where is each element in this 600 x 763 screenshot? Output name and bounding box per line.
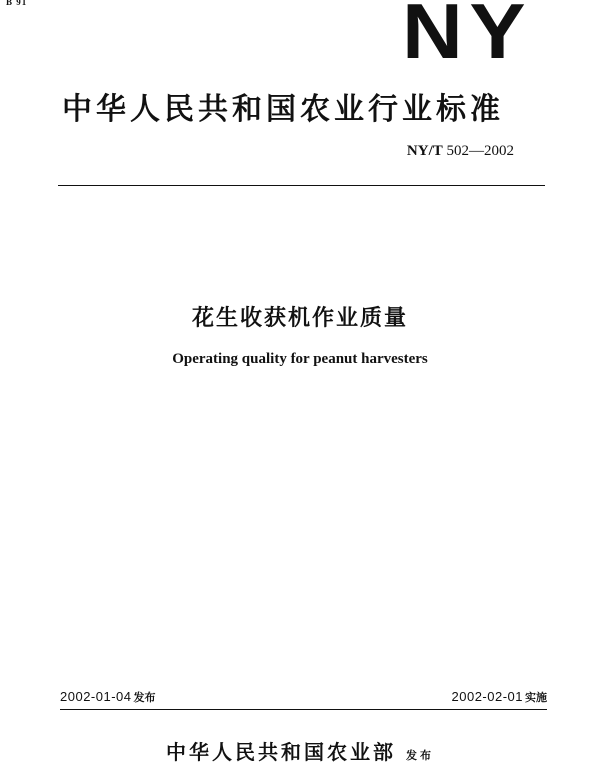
publisher-action: 发布 — [406, 749, 434, 762]
standard-number-value: 502—2002 — [446, 143, 514, 159]
document-title-english: Operating quality for peanut harvesters — [172, 351, 428, 367]
header-divider — [58, 185, 545, 186]
publisher-line — [0, 736, 600, 763]
implementation-date — [452, 689, 548, 705]
standard-number-prefix: NY/T — [406, 143, 443, 159]
document-title-chinese: 花生收获机作业质量 — [191, 306, 408, 331]
implementation-date-label: 实施 — [525, 691, 547, 704]
ccs-classification-code: B 91 — [6, 0, 28, 7]
implementation-date-value: 2002-02-01 — [451, 689, 523, 704]
publisher-name: 中华人民共和国农业部 — [166, 740, 396, 763]
standard-type-title: 中华人民共和国农业行业标准 — [62, 92, 504, 127]
issue-date — [60, 689, 156, 705]
standard-number — [407, 143, 514, 160]
issue-date-label: 发布 — [133, 691, 156, 704]
ny-standard-logo: NY — [402, 0, 532, 75]
issue-date-value: 2002-01-04 — [60, 689, 132, 704]
footer-divider — [60, 709, 547, 710]
